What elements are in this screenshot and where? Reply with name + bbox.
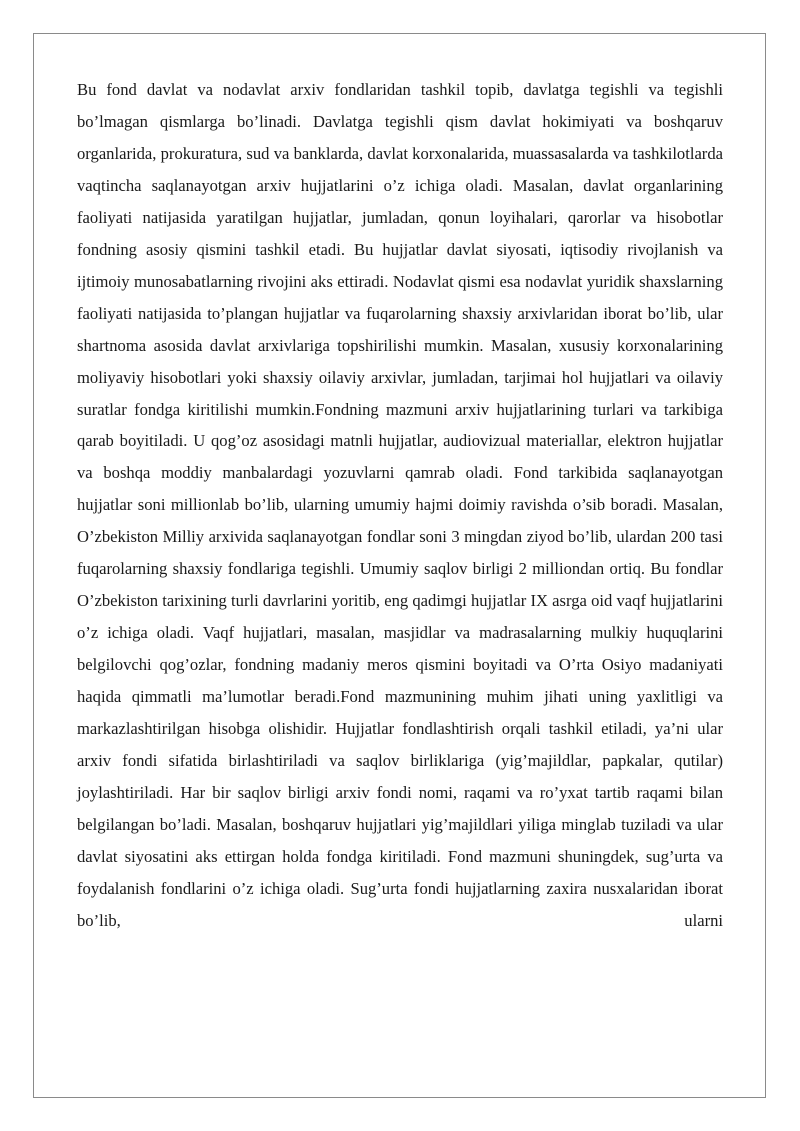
body-paragraph: Bu fond davlat va nodavlat arxiv fondlaridan tashkil topib, davlatga tegishli va tegishli bo’lmagan qismlarga bo’linadi. Davlatga tegishli qism davlat hokimiyati va boshqaruv organlarida, prokuratura, sud va banklarda, davlat korxonalarida, muassasalarda va tashkilotlarda vaqtincha saqlanayotgan arxiv hujjatlarini o’z ichiga oladi. Masalan, davlat organlarining faoliyati natijasida yaratilgan hujjatlar, jumladan, qonun loyihalari, qarorlar va hisobotlar fondning asosiy qismini tashkil etadi. Bu hujjatlar davlat siyosati, iqtisodiy rivojlanish va ijtimoiy munosabatlarning rivojini aks ettiradi. Nodavlat qismi esa nodavlat yuridik shaxslarning faoliyati natijasida to’plangan hujjatlar va fuqarolarning shaxsiy arxivlaridan iborat bo’lib, ular shartnoma asosida davlat arxivlariga topshirilishi mumkin. Masalan, xususiy korxonalarining moliyaviy hisobotlari yoki shaxsiy oilaviy arxivlar, jumladan, tarjimai hol hujjatlari va oilaviy suratlar fondga kiritilishi mumkin.Fondning mazmuni arxiv hujjatlarining turlari va tarkibiga qarab boyitiladi. U qog’oz asosidagi matnli hujjatlar, audiovizual materiallar, elektron hujjatlar va boshqa moddiy manbalardagi yozuvlarni qamrab oladi. Fond tarkibida saqlanayotgan hujjatlar soni millionlab bo’lib, ularning umumiy hajmi doimiy ravishda o’sib boradi. Masalan, O’zbekiston Milliy arxivida saqlanayotgan fondlar soni 3 mingdan ziyod bo’lib, ulardan 200 tasi fuqarolarning shaxsiy fondlariga tegishli. Umumiy saqlov birligi 2 milliondan ortiq. Bu fondlar O’zbekiston tarixining turli davrlarini yoritib, eng qadimgi hujjatlar IX asrga oid vaqf hujjatlarini o’z ichiga oladi. Vaqf hujjatlari, masalan, masjidlar va madrasalarning mulkiy huquqlarini belgilovchi qog’ozlar, fondning madaniy meros qismini boyitadi va O’rta Osiyo madaniyati haqida qimmatli ma’lumotlar beradi.Fond mazmunining muhim jihati uning yaxlitligi va markazlashtirilgan hisobga olishidir. Hujjatlar fondlashtirish orqali tashkil etiladi, ya’ni ular arxiv fondi sifatida birlashtiriladi va saqlov birliklariga (yig’majildlar, papkalar, qutilar) joylashtiriladi. Har bir saqlov birligi arxiv fondi nomi, raqami va ro’yxat tartib raqami bilan belgilangan bo’ladi. Masalan, boshqaruv hujjatlari yig’majildlari yiliga minglab tuziladi va ular davlat siyosatini aks ettirgan holda fondga kiritiladi. Fond mazmuni shuningdek, sug’urta va foydalanish fondlarini o’z ichiga oladi. Sug’urta fondi hujjatlarning zaxira nusxalaridan iborat bo’lib, ularni <box>77 80 723 930</box>
page-body <box>77 74 723 937</box>
